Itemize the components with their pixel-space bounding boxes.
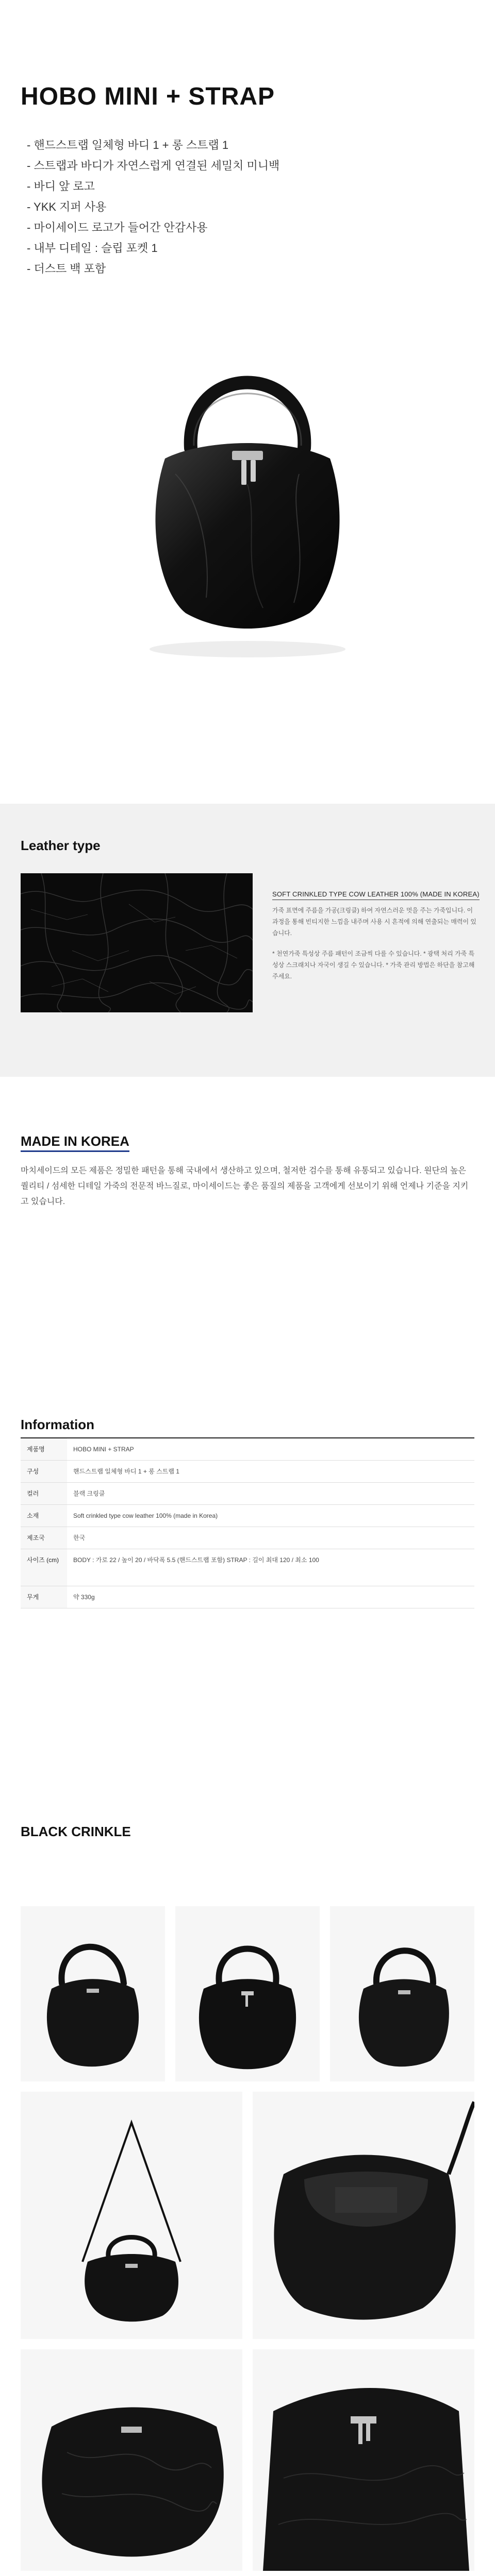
leather-type-heading: Leather type <box>21 838 101 853</box>
feature-item: - 마이세이드 로고가 들어간 안감사용 <box>27 221 208 234</box>
product-photo-detail-2 <box>253 2349 474 2571</box>
feature-item: - 더스트 백 포함 <box>27 262 106 275</box>
hero-product-image <box>93 278 402 690</box>
info-key: 소재 <box>21 1505 67 1527</box>
feature-item: - YKK 지퍼 사용 <box>27 200 107 213</box>
hero-section <box>0 0 495 804</box>
black-crinkle-heading: BLACK CRINKLE <box>21 1824 131 1839</box>
info-key: 제품명 <box>21 1438 67 1461</box>
leather-description: 가죽 표면에 주름을 가공(크링클) 하여 자연스러운 멋을 주는 가죽입니다. 이 과정을 통해 빈티지한 느낌을 내주며 사용 시 흔적에 의해 연출되는 매력이 있습니다. <box>272 907 477 937</box>
product-title: HOBO MINI + STRAP <box>21 83 275 110</box>
info-value: 약 330g <box>67 1586 474 1608</box>
product-photo-interior <box>253 2092 474 2339</box>
table-row <box>21 1483 474 1505</box>
made-in-korea-heading: MADE IN KOREA <box>21 1133 129 1152</box>
feature-list <box>27 135 279 279</box>
table-row <box>21 1586 474 1608</box>
information-table <box>21 1437 474 1608</box>
info-value: HOBO MINI + STRAP <box>67 1438 474 1461</box>
feature-item: - 내부 디테일 : 슬립 포켓 1 <box>27 242 158 255</box>
info-key: 컬러 <box>21 1483 67 1505</box>
leather-notes: * 천연가죽 특성상 주름 패턴이 조금씩 다를 수 있습니다. * 광택 처리 가죽 특성상 스크래치나 자국이 생길 수 있습니다. * 가죽 관리 방법은 하단을 참고해주세요. <box>272 950 475 980</box>
info-key: 제조국 <box>21 1527 67 1549</box>
table-row <box>21 1505 474 1527</box>
information-heading: Information <box>21 1417 94 1432</box>
table-row <box>21 1461 474 1483</box>
product-photo-crossbody <box>21 2092 242 2339</box>
table-row <box>21 1438 474 1461</box>
info-value: BODY : 가로 22 / 높이 20 / 바닥폭 5.5 (핸드스트랩 포함) STRAP : 길이 최대 120 / 최소 100 <box>67 1549 474 1586</box>
made-in-korea-text: 마치세이드의 모든 제품은 정밀한 패턴을 통해 국내에서 생산하고 있으며, 철저한 검수를 통해 유통되고 있습니다. 원단의 높은 퀄리티 / 섬세한 디테일 가죽의 전문적 바느질로, 마이세이드는 좋은 품질의 제품을 고객에게 선보이기 위해 언제나 기준을 지키고 있습니다. <box>21 1166 469 1206</box>
table-row <box>21 1527 474 1549</box>
info-key: 무게 <box>21 1586 67 1608</box>
feature-item: - 바디 앞 로고 <box>27 180 95 193</box>
product-photo-front <box>175 1906 320 2081</box>
info-value: 블랙 크링클 <box>67 1483 474 1505</box>
info-value: 한국 <box>67 1527 474 1549</box>
product-photo-angle <box>330 1906 474 2081</box>
feature-item: - 스트랩과 바디가 자연스럽게 연결된 세밀치 미니백 <box>27 159 280 172</box>
leather-texture-image <box>21 873 253 1012</box>
leather-name: SOFT CRINKLED TYPE COW LEATHER 100% (MADE IN KOREA) <box>272 890 480 900</box>
info-value: 핸드스트랩 일체형 바디 1 + 롱 스트랩 1 <box>67 1461 474 1483</box>
table-row <box>21 1549 474 1586</box>
feature-item: - 핸드스트랩 일체형 바디 1 + 롱 스트랩 1 <box>27 139 229 151</box>
info-key: 구성 <box>21 1461 67 1483</box>
product-photo-detail-1 <box>21 2349 242 2571</box>
info-value: Soft crinkled type cow leather 100% (made in Korea) <box>67 1505 474 1527</box>
product-photo-side <box>21 1906 165 2081</box>
info-key: 사이즈 (cm) <box>21 1549 67 1586</box>
